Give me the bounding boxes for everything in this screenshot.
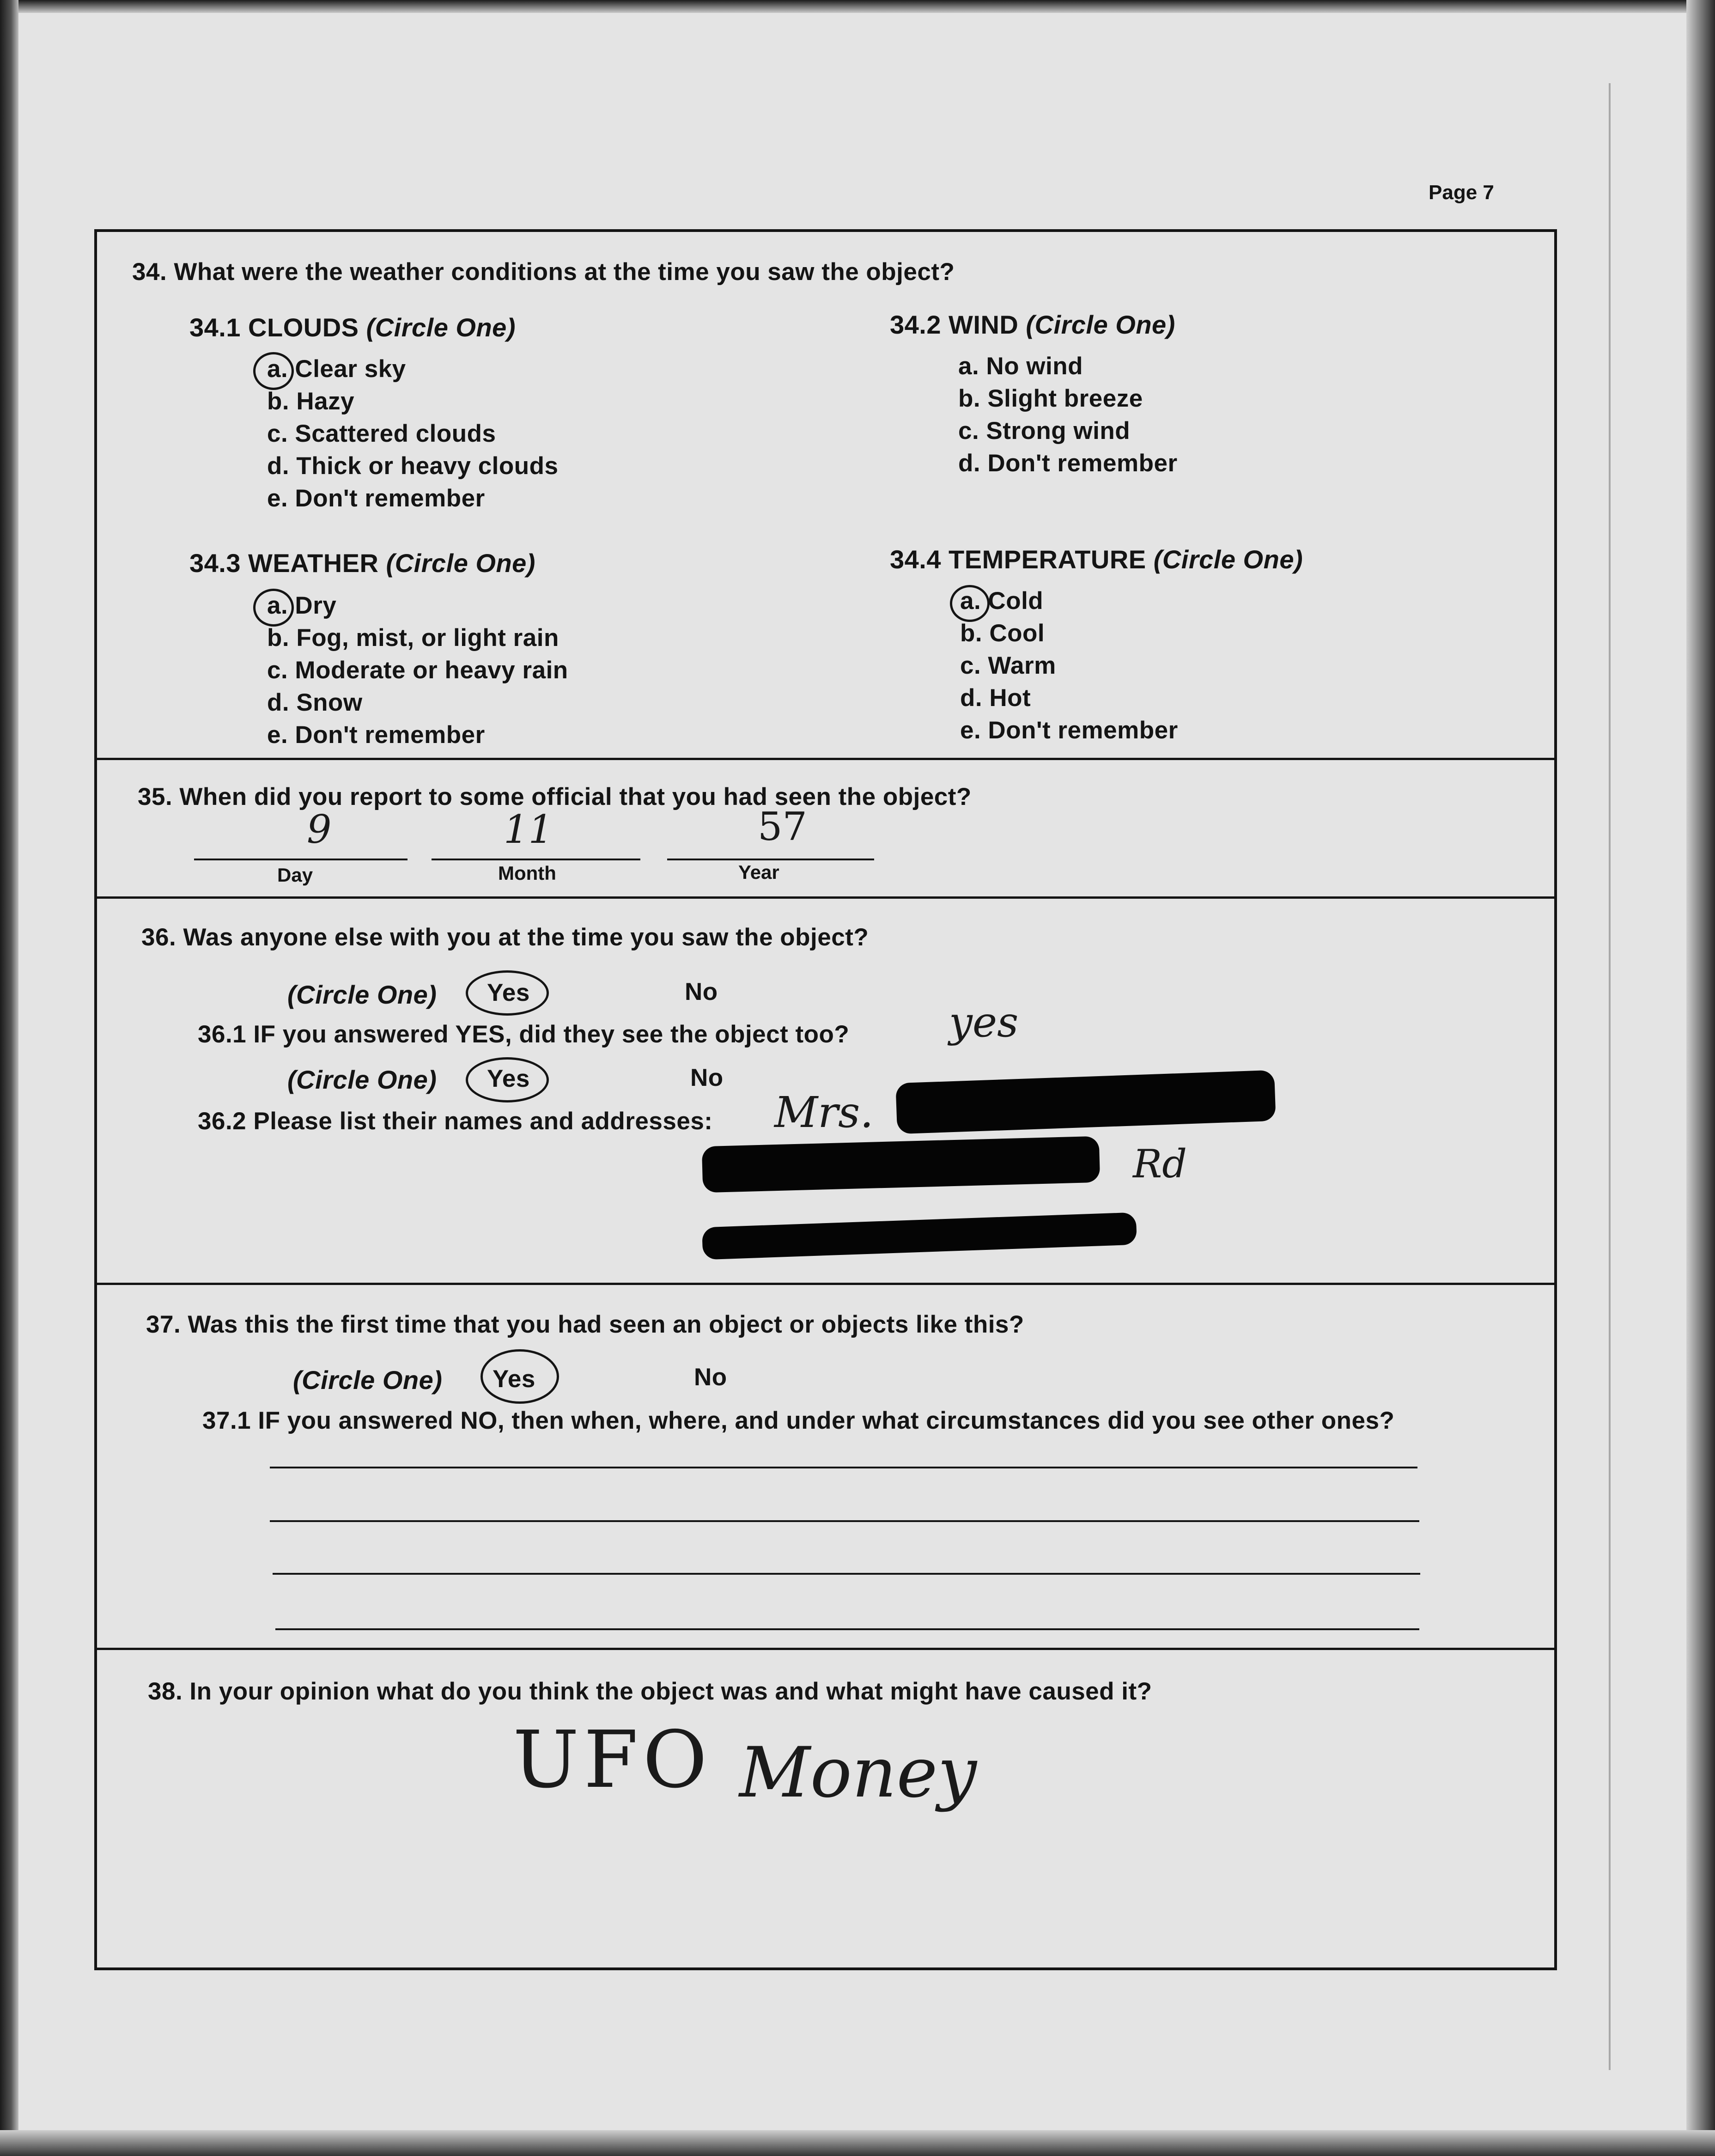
q37-instruction: (Circle One) — [293, 1365, 443, 1395]
q38-handwritten-answer-2: Money — [739, 1733, 977, 1813]
page-shadow-line — [1609, 83, 1611, 2070]
temperature-option-e[interactable]: e. Don't remember — [960, 717, 1178, 744]
wind-title: 34.2 WIND — [890, 310, 1019, 339]
q37-1-answer-line-1 — [270, 1467, 1417, 1468]
weather-title: 34.3 WEATHER — [189, 548, 379, 578]
weather-option-e[interactable]: e. Don't remember — [267, 721, 485, 749]
q36-yes-option[interactable]: Yes — [487, 979, 530, 1006]
q36-1-no-option[interactable]: No — [690, 1064, 724, 1091]
q36-2-handwritten-suffix: Rd — [1133, 1141, 1187, 1187]
wind-option-d[interactable]: d. Don't remember — [958, 450, 1178, 477]
weather-option-c[interactable]: c. Moderate or heavy rain — [267, 657, 568, 684]
clouds-circle-mark — [253, 352, 294, 390]
q37-1-answer-line-2 — [270, 1520, 1419, 1522]
q37-1-answer-line-4 — [275, 1628, 1419, 1630]
divider-36 — [94, 896, 1557, 899]
question-38: 38. In your opinion what do you think the object was and what might have caused it? — [148, 1678, 1152, 1705]
clouds-option-a[interactable]: a. Clear sky — [267, 355, 406, 383]
temperature-option-c[interactable]: c. Warm — [960, 652, 1056, 679]
q38-handwritten-answer-1: UFO — [513, 1714, 712, 1806]
weather-option-a[interactable]: a. Dry — [267, 592, 337, 619]
question-34: 34. What were the weather conditions at the time you saw the object? — [132, 258, 955, 286]
report-month-value[interactable]: 11 — [504, 807, 553, 852]
question-36-1: 36.1 IF you answered YES, did they see the object too? — [198, 1021, 850, 1048]
report-month-line — [432, 859, 640, 860]
temperature-heading — [890, 544, 1303, 574]
q36-1-instruction: (Circle One) — [287, 1065, 437, 1094]
weather-option-d[interactable]: d. Snow — [267, 689, 363, 716]
clouds-option-d[interactable]: d. Thick or heavy clouds — [267, 452, 559, 480]
question-36: 36. Was anyone else with you at the time you saw the object? — [141, 924, 869, 951]
temperature-option-b[interactable]: b. Cool — [960, 620, 1045, 647]
temperature-instruction: (Circle One) — [1153, 545, 1303, 574]
question-35: 35. When did you report to some official that you had seen the object? — [138, 783, 972, 810]
q36-2-handwritten-prefix: Mrs. — [774, 1088, 874, 1137]
weather-instruction: (Circle One) — [386, 548, 535, 578]
clouds-instruction: (Circle One) — [366, 313, 516, 342]
question-36-2: 36.2 Please list their names and addresses: — [198, 1108, 713, 1135]
report-month-label: Month — [498, 862, 556, 884]
temperature-circle-mark — [950, 585, 990, 622]
scan-edge-left — [0, 0, 18, 2156]
divider-35 — [94, 758, 1557, 760]
temperature-title: 34.4 TEMPERATURE — [890, 545, 1146, 574]
wind-instruction: (Circle One) — [1026, 310, 1175, 339]
wind-heading — [890, 310, 1175, 340]
report-year-value[interactable]: 57 — [758, 804, 807, 849]
clouds-option-e[interactable]: e. Don't remember — [267, 485, 485, 512]
report-day-line — [194, 859, 407, 860]
wind-option-b[interactable]: b. Slight breeze — [958, 385, 1143, 412]
q36-1-yes-circle-mark — [466, 1057, 549, 1102]
question-37-1: 37.1 IF you answered NO, then when, where, and under what circumstances did you see other ones? — [202, 1407, 1395, 1434]
q37-1-answer-line-3 — [273, 1573, 1420, 1575]
q36-no-option[interactable]: No — [685, 978, 718, 1005]
scan-edge-right — [1686, 0, 1715, 2156]
divider-37 — [94, 1283, 1557, 1285]
divider-38 — [94, 1648, 1557, 1650]
weather-circle-mark — [253, 589, 294, 627]
q36-instruction: (Circle One) — [287, 980, 437, 1009]
q36-1-yes-option[interactable]: Yes — [487, 1065, 530, 1092]
wind-option-a[interactable]: a. No wind — [958, 353, 1083, 380]
q36-yes-circle-mark — [466, 970, 549, 1016]
question-37: 37. Was this the first time that you had seen an object or objects like this? — [146, 1311, 1024, 1338]
report-day-value[interactable]: 9 — [307, 807, 332, 852]
clouds-option-c[interactable]: c. Scattered clouds — [267, 420, 496, 447]
report-day-label: Day — [277, 864, 313, 886]
q36-1-handwritten-answer: yes — [949, 998, 1019, 1047]
report-year-line — [667, 859, 874, 860]
clouds-title: 34.1 CLOUDS — [189, 313, 359, 342]
q37-yes-circle-mark — [480, 1349, 559, 1404]
wind-option-c[interactable]: c. Strong wind — [958, 417, 1131, 445]
q37-yes-option[interactable]: Yes — [493, 1365, 535, 1393]
weather-heading — [189, 548, 535, 578]
scan-edge-top — [0, 0, 1715, 13]
page-label: Page 7 — [1429, 181, 1494, 204]
scan-edge-bottom — [0, 2130, 1715, 2156]
temperature-option-d[interactable]: d. Hot — [960, 684, 1031, 712]
report-year-label: Year — [738, 861, 779, 883]
clouds-heading — [189, 312, 516, 342]
weather-option-b[interactable]: b. Fog, mist, or light rain — [267, 624, 559, 652]
temperature-option-a[interactable]: a. Cold — [960, 587, 1044, 615]
q37-no-option[interactable]: No — [694, 1364, 727, 1391]
clouds-option-b[interactable]: b. Hazy — [267, 388, 355, 415]
